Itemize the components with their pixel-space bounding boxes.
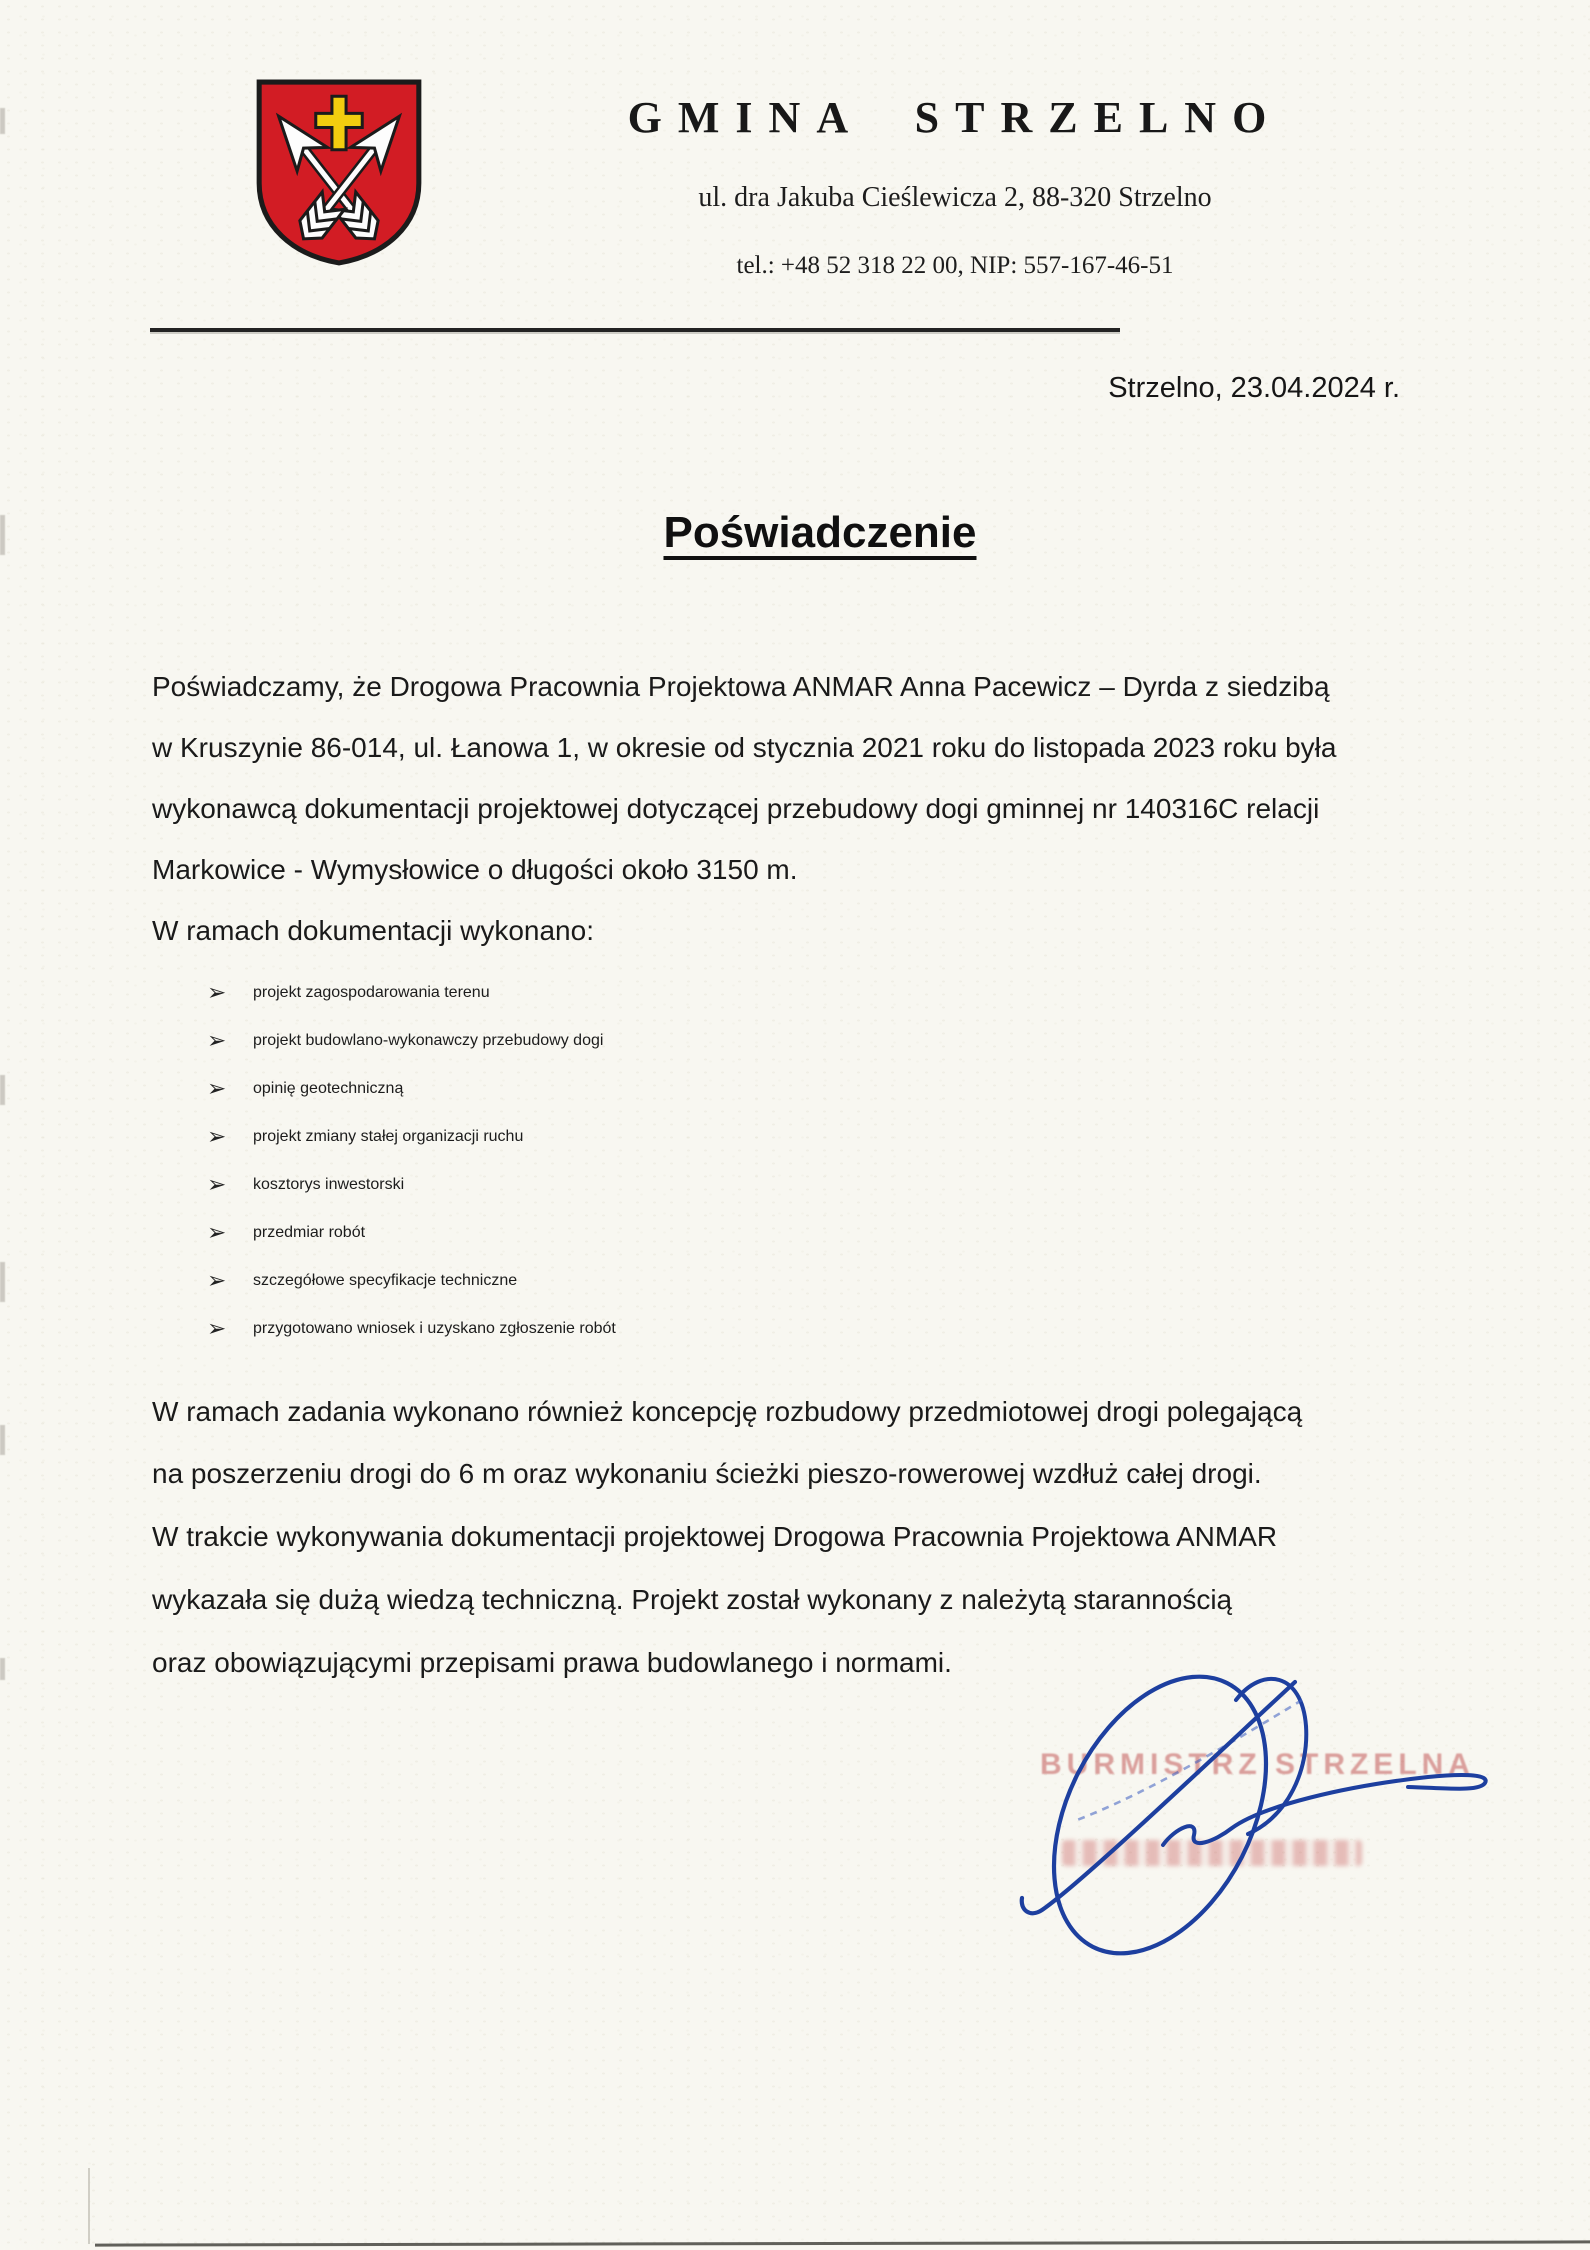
- org-phone-nip: tel.: +48 52 318 22 00, NIP: 557-167-46-51: [736, 252, 1174, 279]
- arrowhead-bullet-icon: ➢: [207, 1220, 227, 1246]
- list-item-text: projekt zagospodarowania terenu: [253, 984, 490, 1001]
- list-item-text: przygotowano wniosek i uzyskano zgłoszenie robót: [253, 1320, 616, 1337]
- body-line: W trakcie wykonywania dokumentacji projektowej Drogowa Pracownia Projektowa ANMAR: [152, 1521, 1278, 1552]
- body-line: w Kruszynie 86-014, ul. Łanowa 1, w okresie od stycznia 2021 roku do listopada 2023 roku była: [152, 732, 1337, 763]
- signature-ink-icon: [1000, 1630, 1520, 1990]
- document-title: Poświadczenie: [663, 508, 977, 557]
- list-item: [152, 1305, 1424, 1353]
- list-item-text: kosztorys inwestorski: [253, 1176, 405, 1193]
- list-item-text: przedmiar robót: [253, 1224, 366, 1241]
- list-item: [152, 1161, 1424, 1209]
- list-item-text: opinię geotechniczną: [253, 1080, 404, 1097]
- document-body: [152, 508, 1424, 1694]
- list-item-text: szczegółowe specyfikacje techniczne: [253, 1272, 518, 1289]
- list-intro: W ramach dokumentacji wykonano:: [152, 915, 594, 946]
- header-rule: [150, 328, 1120, 332]
- scan-artifact: [0, 1262, 5, 1302]
- body-line: wykonawcą dokumentacji projektowej dotyczącej przebudowy dogi gminnej nr 140316C relacji: [152, 793, 1320, 824]
- scan-artifact: [88, 2168, 90, 2244]
- list-item-text: projekt budowlano-wykonawczy przebudowy dogi: [253, 1032, 604, 1049]
- org-address: ul. dra Jakuba Cieślewicza 2, 88-320 Strzelno: [698, 182, 1212, 213]
- body-line: wykazała się dużą wiedzą techniczną. Projekt został wykonany z należytą starannością: [152, 1584, 1233, 1615]
- scan-artifact: [0, 515, 5, 555]
- list-item-text: projekt zmiany stałej organizacji ruchu: [253, 1128, 524, 1145]
- body-line: na poszerzeniu drogi do 6 m oraz wykonaniu ścieżki pieszo-rowerowej wzdłuż całej drogi.: [152, 1458, 1262, 1489]
- scan-artifact: [0, 108, 5, 134]
- date-line: Strzelno, 23.04.2024 r.: [1108, 372, 1400, 404]
- list-item: [152, 1065, 1424, 1113]
- paragraph-2: [152, 1381, 1424, 1505]
- arrowhead-bullet-icon: ➢: [207, 1076, 227, 1102]
- body-line: W ramach zadania wykonano również koncepcję rozbudowy przedmiotowej drogi polegającą: [152, 1396, 1303, 1427]
- list-item: [152, 1017, 1424, 1065]
- arrowhead-bullet-icon: ➢: [207, 1172, 227, 1198]
- arrowhead-bullet-icon: ➢: [207, 1316, 227, 1342]
- arrowhead-bullet-icon: ➢: [207, 1028, 227, 1054]
- list-item: [152, 1209, 1424, 1257]
- body-line: Poświadczamy, że Drogowa Pracownia Projektowa ANMAR Anna Pacewicz – Dyrda z siedzibą: [152, 671, 1330, 702]
- municipal-crest-icon: [253, 76, 425, 268]
- paragraph-1: [152, 656, 1424, 961]
- scan-artifact: [0, 1425, 5, 1455]
- list-item: [152, 969, 1424, 1017]
- signature-svg: [1000, 1630, 1520, 1990]
- list-item: [152, 1257, 1424, 1305]
- arrowhead-bullet-icon: ➢: [207, 980, 227, 1006]
- scan-artifact: [0, 1658, 5, 1680]
- stamp-text: BURMISTRZ STRZELNA: [1040, 1748, 1475, 1781]
- org-name: GMINA STRZELNO: [627, 93, 1283, 142]
- scan-artifact: [0, 1075, 5, 1105]
- bullet-list: [152, 969, 1424, 1353]
- list-item: [152, 1113, 1424, 1161]
- arrowhead-bullet-icon: ➢: [207, 1124, 227, 1150]
- body-line: oraz obowiązującymi przepisami prawa budowlanego i normami.: [152, 1647, 952, 1678]
- arrowhead-bullet-icon: ➢: [207, 1268, 227, 1294]
- crest-svg: [253, 76, 425, 268]
- body-line: Markowice - Wymysłowice o długości około 3150 m.: [152, 854, 798, 885]
- scan-edge-line: [95, 2240, 1590, 2246]
